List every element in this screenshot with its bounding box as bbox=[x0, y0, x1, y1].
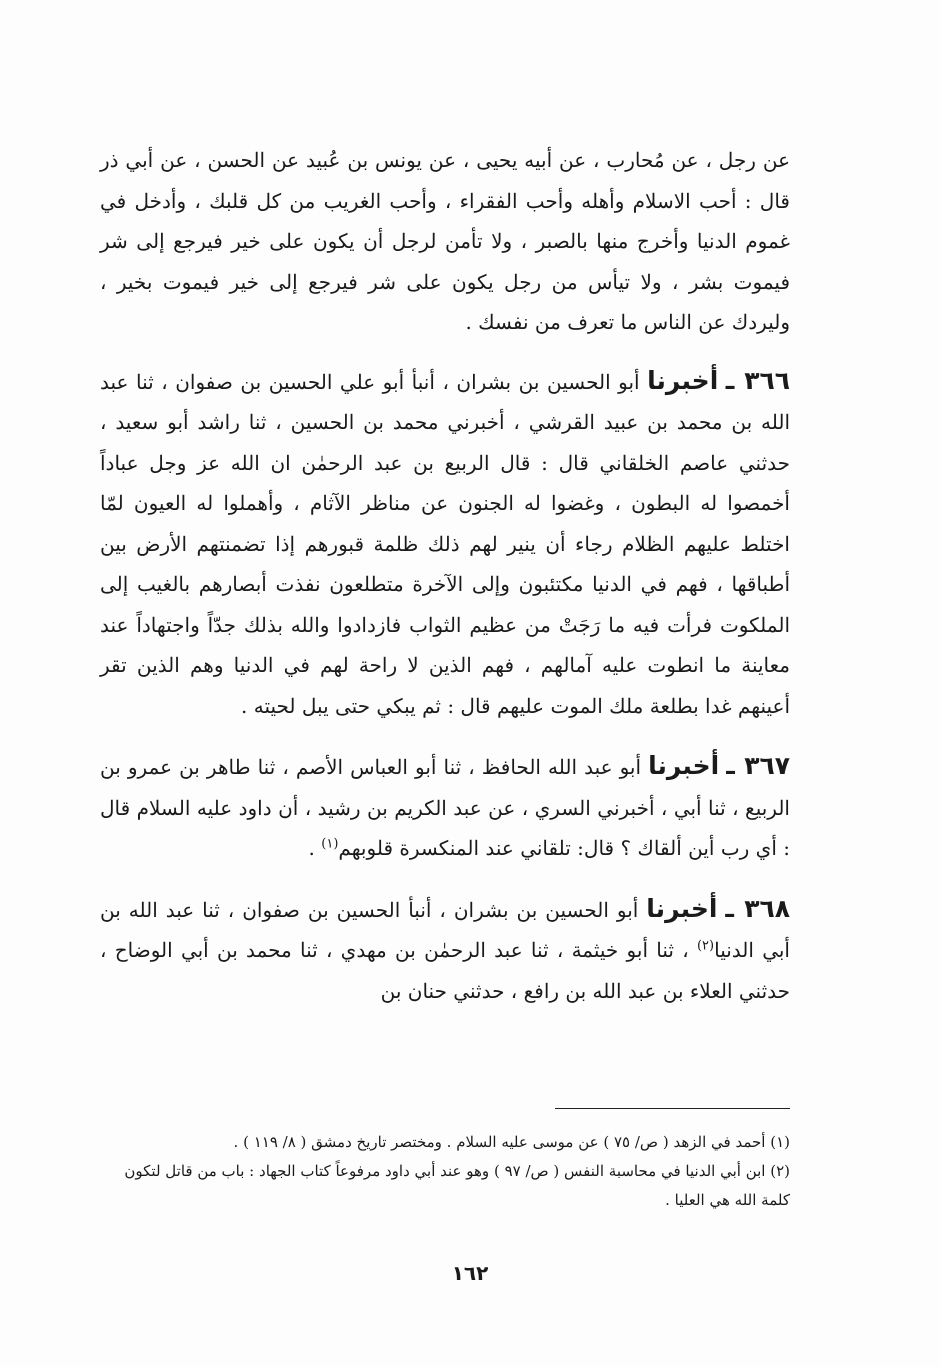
page-number: ١٦٢ bbox=[451, 1261, 489, 1285]
footnote-reference: (١) bbox=[321, 836, 339, 852]
hadith-number: ٣٦٨ ـ bbox=[725, 893, 791, 923]
hadith-text-tail: . bbox=[308, 836, 322, 860]
hadith-text: أبو الحسين بن بشران ، أنبأ الحسين بن صفوان ، ثنا عبد الله بن أبي الدنيا bbox=[100, 897, 790, 962]
footnotes bbox=[100, 1128, 790, 1215]
hadith-366 bbox=[100, 361, 790, 727]
hadith-text-tail: ، ثنا أبو خيثمة ، ثنا عبد الرحمٰن بن مهدي ، ثنا محمد بن أبي الوضاح ، حدثني العلاء بن عبد الله بن رافع ، حدثني حنان بن bbox=[100, 938, 790, 1003]
paragraph-text: عن رجل ، عن مُحارب ، عن أبيه يحيى ، عن يونس بن عُبيد عن الحسن ، عن أبي ذر قال : أحب الاسلام وأهله وأحب الفقراء ، وأحب الغريب من كل قلبك ، وأدخل في غموم الدنيا وأخرج منها بالصبر ، ولا تأمن لرجل أن يكون على خير فيرجع إلى شر فيموت بشر ، ولا تيأس من رجل يكون على شر فيرجع إلى خير فيموت بخير ، وليردك عن الناس ما تعرف من نفسك . bbox=[100, 148, 790, 334]
hadith-keyword: أخبرنا bbox=[646, 893, 718, 923]
hadith-text: أبو الحسين بن بشران ، أنبأ أبو علي الحسين بن صفوان ، ثنا عبد الله بن محمد بن عبيد القرشي ، أخبرني محمد بن الحسين ، ثنا راشد أبو سعيد ، حدثني عاصم الخلقاني قال : قال الربيع بن عبد الرحمٰن ان الله عز وجل عباداً أخمصوا له البطون ، وغضوا له الجنون عن مناظر الآثام ، وأهملوا له العيون لمّا اختلط عليهم الظلام رجاء أن ينير لهم ذلك ظلمة قبورهم إذا تضمنتهم الأرض بين أطباقها ، فهم في الدنيا مكتئبون وإلى الآخرة متطلعون نفذت أبصارهم بالغيب إلى الملكوت فرأت فيه ما رَجَتْ من عظيم الثواب فازدادوا والله بذلك جدّاً واجتهاداً عند معاينة ما انطوت عليه آمالهم ، فهم الذين لا راحة لهم في الدنيا وهم الذين تقر أعينهم غدا بطلعة ملك الموت عليهم قال : ثم يبكي حتى يبل لحيته . bbox=[100, 369, 790, 718]
hadith-number: ٣٦٧ ـ bbox=[726, 751, 791, 780]
hadith-number: ٣٦٦ ـ bbox=[725, 365, 790, 395]
hadith-368 bbox=[100, 889, 790, 1012]
footnote-divider bbox=[555, 1108, 790, 1109]
hadith-367 bbox=[100, 746, 790, 869]
hadith-keyword: أخبرنا bbox=[647, 365, 719, 395]
footnote-reference: (٢) bbox=[696, 938, 715, 954]
main-text bbox=[100, 140, 790, 1031]
hadith-keyword: أخبرنا bbox=[648, 751, 720, 780]
paragraph-continuation bbox=[100, 140, 790, 343]
footnote-2: (٢) ابن أبي الدنيا في محاسبة النفس ( ص/ ٩٧ ) وهو عند أبي داود مرفوعاً كتاب الجهاد : باب من قاتل لتكون كلمة الله هي العليا . bbox=[124, 1162, 790, 1209]
hadith-text: أبو عبد الله الحافظ ، ثنا أبو العباس الأصم ، ثنا طاهر بن عمرو بن الربيع ، ثنا أبي ، أخبرني السري ، عن عبد الكريم بن رشيد ، أن داود عليه السلام قال : أي رب أين ألقاك ؟ قال: تلقاني عند المنكسرة قلوبهم bbox=[100, 755, 790, 860]
footnote-1: (١) أحمد في الزهد ( ص/ ٧٥ ) عن موسى عليه السلام . ومختصر تاريخ دمشق ( ٨/ ١١٩ ) . bbox=[233, 1133, 790, 1151]
